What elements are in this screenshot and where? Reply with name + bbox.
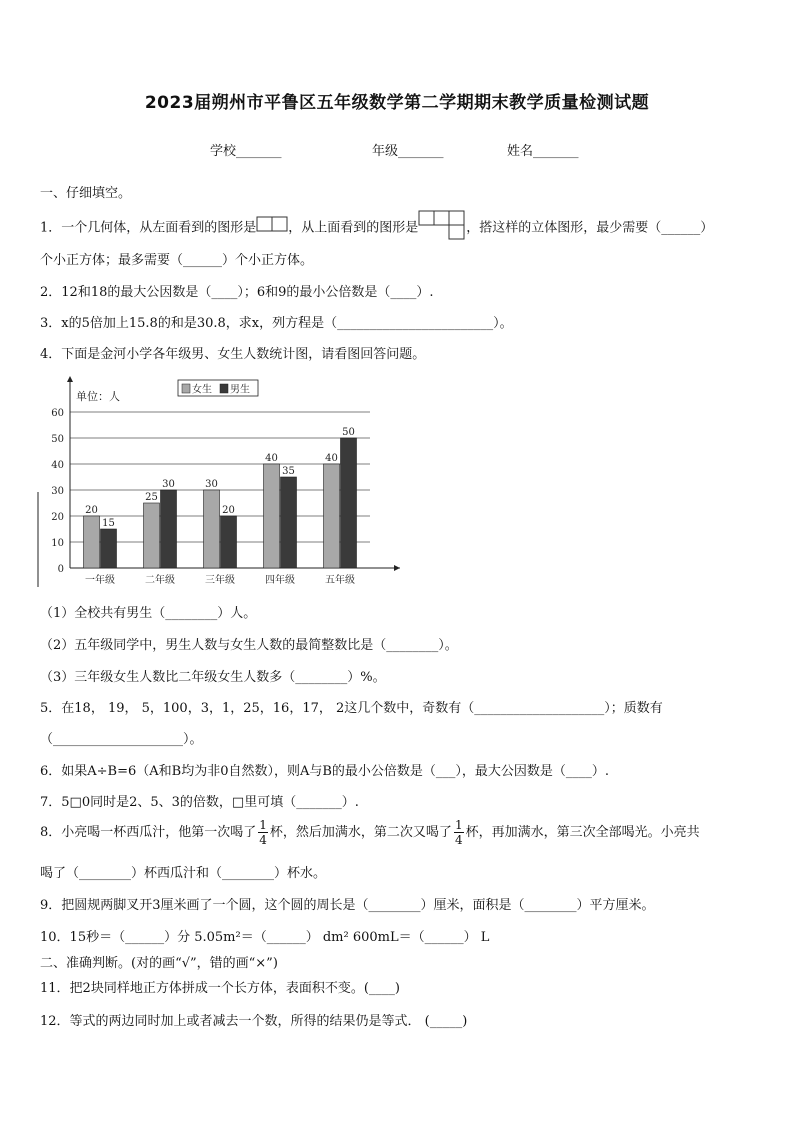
x-tick-label: 四年级 — [265, 575, 295, 586]
question-3: 3．x的5倍加上15.8的和是30.8，求x，列方程是（________________________）。 — [40, 316, 513, 331]
x-axis-arrow — [394, 565, 400, 571]
question-6: 6．如果A÷B=6（A和B均为非0自然数），则A与B的最小公倍数是（___），最大公因数是（____）. — [40, 764, 610, 779]
bar-chart — [30, 372, 410, 597]
question-5: 5．在18， 19， 5，100，3，1，25，16，17， 2这几个数中，奇数有（____________________）；质数有 — [40, 701, 663, 716]
top-view-figure — [418, 210, 466, 246]
question-8-text-a: 8．小亮喝一杯西瓜汁，他第一次喝了 — [40, 825, 257, 840]
question-4-part-3: （3）三年级女生人数比二年级女生人数多（________）%。 — [40, 670, 386, 685]
bar — [281, 477, 297, 568]
legend-label: 男生 — [230, 384, 250, 396]
question-2: 2．12和18的最大公因数是（____）；6和9的最小公倍数是（____）. — [40, 285, 434, 300]
question-9: 9．把圆规两脚叉开3厘米画了一个圆，这个圆的周长是（________）厘米，面积是（________）平方厘米。 — [40, 898, 655, 913]
bar — [84, 516, 100, 568]
bar — [144, 503, 160, 568]
question-5-continued: （____________________）。 — [40, 732, 203, 747]
fraction-one-quarter — [258, 818, 268, 847]
bar — [324, 464, 340, 568]
bar-value-label: 20 — [222, 505, 235, 516]
y-tick-label: 50 — [51, 434, 64, 445]
fraction-numerator: 1 — [259, 818, 267, 832]
y-tick-label: 60 — [51, 408, 64, 419]
x-tick-label: 一年级 — [85, 575, 115, 586]
question-10: 10．15秒＝（______）分 5.05m²＝（______） dm² 600mL＝（______） L — [40, 930, 490, 945]
question-8 — [40, 818, 700, 847]
question-1-text-b: ，从上面看到的图形是 — [288, 220, 419, 236]
bar — [264, 464, 280, 568]
question-1-text-c: ，搭这样的立体图形，最少需要（______） — [466, 220, 714, 236]
section-1-heading: 一、仔细填空。 — [40, 186, 132, 201]
left-view-figure — [256, 215, 288, 241]
bar — [221, 516, 237, 568]
grade-field: 年级_______ — [372, 144, 444, 159]
section-2-heading: 二、准确判断。(对的画“√”，错的画“×”) — [40, 956, 278, 971]
bar-value-label: 15 — [102, 518, 115, 529]
bar-value-label: 40 — [325, 453, 338, 464]
bar — [204, 490, 220, 568]
school-field: 学校_______ — [210, 144, 282, 159]
question-7: 7．5□0同时是2、5、3的倍数，□里可填（_______）. — [40, 795, 359, 810]
question-4-part-1: （1）全校共有男生（________）人。 — [40, 606, 257, 621]
legend-swatch — [220, 384, 228, 393]
name-field: 姓名_______ — [507, 144, 579, 159]
bar-value-label: 50 — [342, 427, 355, 438]
x-tick-label: 五年级 — [325, 575, 355, 586]
question-1-continued: 个小正方体；最多需要（______）个小正方体。 — [40, 253, 314, 268]
y-tick-label: 30 — [51, 486, 64, 497]
question-4: 4．下面是金河小学各年级男、女生人数统计图，请看图回答问题。 — [40, 347, 426, 362]
legend-swatch — [182, 384, 190, 393]
y-tick-label: 20 — [51, 512, 64, 523]
x-tick-label: 二年级 — [145, 575, 175, 586]
unit-label: 单位：人 — [76, 390, 120, 403]
question-12: 12．等式的两边同时加上或者减去一个数，所得的结果仍是等式． (_____) — [40, 1014, 468, 1029]
fraction-denominator: 4 — [454, 833, 463, 847]
bar-value-label: 20 — [85, 505, 98, 516]
bar-value-label: 25 — [145, 492, 158, 503]
question-11: 11．把2块同样地正方体拼成一个长方体，表面积不变。(____) — [40, 981, 400, 996]
fraction-numerator: 1 — [454, 818, 463, 832]
bar-value-label: 40 — [265, 453, 278, 464]
fraction-one-quarter-2 — [454, 818, 464, 847]
y-tick-label: 10 — [51, 538, 64, 549]
y-tick-label: 0 — [57, 564, 64, 575]
bar — [101, 529, 117, 568]
question-8-text-c: 杯，再加满水，第三次全部喝光。小亮共 — [465, 825, 700, 840]
question-8-text-b: 杯，然后加满水，第二次又喝了 — [269, 825, 452, 840]
question-1-text-a: 1．一个几何体，从左面看到的图形是 — [40, 220, 257, 236]
bar-value-label: 30 — [162, 479, 175, 490]
bar-value-label: 35 — [282, 466, 295, 477]
question-1 — [40, 210, 713, 246]
question-8-continued: 喝了（________）杯西瓜汁和（________）杯水。 — [40, 866, 327, 881]
fraction-denominator: 4 — [259, 833, 267, 847]
legend-label: 女生 — [192, 384, 212, 396]
page-title: 2023届朔州市平鲁区五年级数学第二学期期末教学质量检测试题 — [144, 93, 650, 113]
bar — [341, 438, 357, 568]
question-4-part-2: （2）五年级同学中，男生人数与女生人数的最简整数比是（________）。 — [40, 638, 458, 653]
y-tick-label: 40 — [51, 460, 64, 471]
bar-value-label: 30 — [205, 479, 218, 490]
y-axis-arrow — [67, 376, 73, 382]
bar — [161, 490, 177, 568]
x-tick-label: 三年级 — [205, 575, 235, 586]
